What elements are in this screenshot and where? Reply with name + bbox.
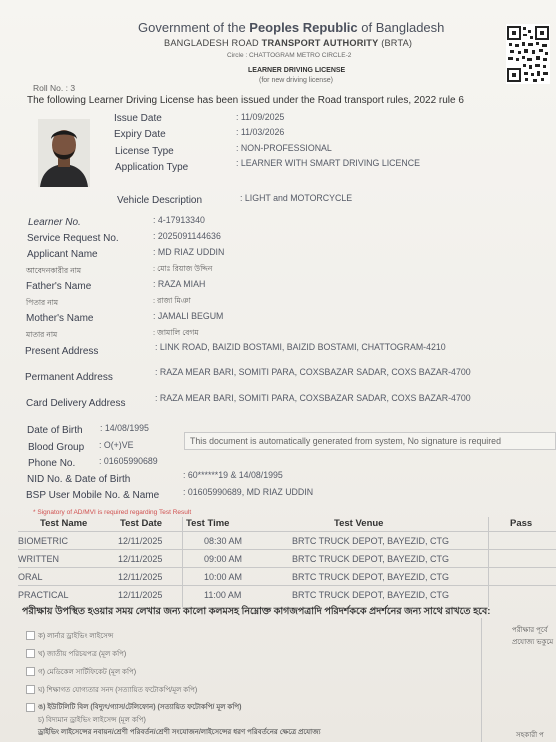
test-time-cell: 09:00 AM — [180, 550, 284, 568]
authority-title: BANGLADESH ROAD TRANSPORT AUTHORITY (BRTA) — [164, 38, 413, 48]
issue-date-label: Issue Date — [114, 113, 162, 124]
test-venue-cell: BRTC TRUCK DEPOT, BAYEZID, CTG — [284, 550, 504, 568]
nid-dob-label: NID No. & Date of Birth — [27, 474, 131, 485]
system-generated-notice: This document is automatically generated from system, No signature is required — [184, 432, 556, 450]
table-divider — [182, 517, 183, 607]
pass-cell — [504, 532, 556, 550]
expiry-date-value: : 11/03/2026 — [236, 127, 285, 137]
test-name-cell: ORAL — [18, 568, 116, 586]
test-venue-cell: BRTC TRUCK DEPOT, BAYEZID, CTG — [284, 586, 504, 604]
applicant-name-bn-label: আবেদনকারীর নাম — [26, 266, 82, 275]
learner-no-label: Learner No. — [28, 217, 81, 228]
table-row — [18, 532, 556, 550]
mother-name-value: : JAMALI BEGUM — [153, 311, 224, 321]
present-address-value: : LINK ROAD, BAIZID BOSTAMI, BAIZID BOSTAMI, CHATTOGRAM-4210 — [155, 342, 446, 352]
document-item: ঘ) শিক্ষাগত যোগ্যতার সনদ (সত্যায়িত ফটোকপি/মূল কপি) — [38, 687, 198, 694]
permanent-address-label: Permanent Address — [25, 372, 113, 383]
table-header-row — [18, 515, 556, 532]
blood-group-value: : O(+)VE — [99, 440, 134, 450]
section-divider — [481, 618, 482, 742]
document-item: খ) জাতীয় পরিচয়পত্র (মূল কপি) — [38, 651, 127, 658]
header-test-name: Test Name — [40, 517, 88, 529]
expiry-date-label: Expiry Date — [114, 129, 166, 140]
header-test-time: Test Time — [186, 517, 230, 529]
pass-cell — [504, 586, 556, 604]
checkbox — [26, 703, 35, 712]
license-type-value: : NON-PROFESSIONAL — [236, 143, 332, 153]
header-pass: Pass — [510, 517, 533, 529]
checkbox — [26, 685, 35, 694]
application-type-label: Application Type — [115, 162, 189, 173]
bsp-mobile-label: BSP User Mobile No. & Name — [26, 490, 160, 501]
application-type-value: : LEARNER WITH SMART DRIVING LICENCE — [236, 158, 420, 168]
test-name-cell: WRITTEN — [18, 550, 116, 568]
phone-label: Phone No. — [28, 458, 76, 469]
right-note-3: সহকারী প — [516, 732, 544, 739]
pass-cell — [504, 568, 556, 586]
intro-text: The following Learner Driving License has been issued under the Road transport rules, 2022 rule 6 — [27, 95, 464, 106]
blood-group-label: Blood Group — [28, 442, 85, 453]
right-note-2: প্রযোজ্য ভকুমে — [512, 639, 554, 646]
test-date-cell: 12/11/2025 — [116, 586, 180, 604]
table-row — [18, 586, 556, 604]
dob-value: : 14/08/1995 — [100, 423, 149, 433]
vehicle-description-value: : LIGHT and MOTORCYCLE — [240, 193, 353, 203]
applicant-name-label: Applicant Name — [27, 249, 98, 260]
table-divider — [488, 517, 489, 607]
document-item: ক) লার্নার ড্রাইভিং লাইসেন্স — [38, 633, 114, 640]
bsp-mobile-value: : 01605990689, MD RIAZ UDDIN — [183, 487, 314, 497]
mother-name-bn-label: মাতার নাম — [26, 330, 58, 339]
circle-text: Circle : CHATTOGRAM METRO CIRCLE-2 — [227, 52, 352, 59]
table-row — [18, 568, 556, 586]
father-name-label: Father's Name — [26, 281, 92, 292]
document-note: ড্রাইভিং লাইসেন্সের নবায়ন/শ্রেণী পরিবর্তন/শ্রেণী সংযোজন/লাইসেন্সের ধরণ পরিবর্তনের ক্ষেত্রে প্রযোজ্য — [38, 729, 321, 736]
test-time-cell: 10:00 AM — [180, 568, 284, 586]
test-venue-cell: BRTC TRUCK DEPOT, BAYEZID, CTG — [284, 568, 504, 586]
checkbox — [26, 631, 35, 640]
checkbox — [26, 667, 35, 676]
document-item: চ) বিদ্যমান ড্রাইভিং লাইসেন্স (মূল কপি) — [38, 717, 146, 724]
document-item: গ) মেডিকেল সার্টিফিকেট (মূল কপি) — [38, 669, 137, 676]
test-date-cell: 12/11/2025 — [116, 532, 180, 550]
permanent-address-value: : RAZA MEAR BARI, SOMITI PARA, COXSBAZAR SADAR, COXS BAZAR-4700 — [155, 367, 471, 377]
present-address-label: Present Address — [25, 346, 99, 357]
document-title: LEARNER DRIVING LICENSE — [248, 67, 346, 74]
test-name-cell: PRACTICAL — [18, 586, 116, 604]
applicant-photo — [38, 119, 90, 187]
qr-code-icon — [506, 24, 550, 84]
phone-value: : 01605990689 — [99, 456, 158, 466]
test-date-cell: 12/11/2025 — [116, 568, 180, 586]
test-time-cell: 11:00 AM — [180, 586, 284, 604]
header-test-venue: Test Venue — [334, 517, 384, 529]
card-delivery-address-value: : RAZA MEAR BARI, SOMITI PARA, COXSBAZAR SADAR, COXS BAZAR-4700 — [155, 393, 471, 403]
right-note-1: পরীক্ষার পূর্বে — [512, 627, 548, 634]
applicant-name-value: : MD RIAZ UDDIN — [153, 247, 225, 257]
documents-instruction: পরীক্ষায় উপস্থিত হওয়ার সময় লেখার জন্য কালো কলমসহ নিম্নোক্ত কাগজপত্রাদি পরিদর্শককে প্রদর্শনের জন্য সাথে রাখতে হবে: — [22, 606, 491, 617]
mother-name-bn-value: : জামালি বেগম — [153, 328, 199, 337]
pass-cell — [504, 550, 556, 568]
service-request-label: Service Request No. — [27, 233, 119, 244]
applicant-name-bn-value: : মোঃ রিয়াজ উদ্দিন — [153, 264, 213, 273]
father-name-bn-label: পিতার নাম — [26, 298, 59, 307]
document-subtitle: (for new driving license) — [259, 77, 333, 84]
card-delivery-address-label: Card Delivery Address — [26, 398, 126, 409]
table-row — [18, 550, 556, 568]
government-title: Government of the Peoples Republic of Bangladesh — [138, 20, 445, 35]
test-name-cell: BIOMETRIC — [18, 532, 116, 550]
checkbox — [26, 649, 35, 658]
nid-dob-value: : 60******19 & 14/08/1995 — [183, 470, 283, 480]
father-name-value: : RAZA MIAH — [153, 279, 206, 289]
service-request-value: : 2025091144636 — [153, 231, 221, 241]
signatory-note: * Signatory of AD/MVI is required regarding Test Result — [33, 509, 192, 516]
learner-no-value: : 4-17913340 — [153, 215, 205, 225]
dob-label: Date of Birth — [27, 425, 83, 436]
mother-name-label: Mother's Name — [26, 313, 94, 324]
test-schedule-table — [18, 515, 556, 603]
test-date-cell: 12/11/2025 — [116, 550, 180, 568]
document-item: ঙ) ইউটিলিটি বিল (বিদ্যুৎ/গ্যাস/টেলিফোন) (সত্যায়িত ফটোকপি/ মূল কপি) — [38, 704, 242, 711]
issue-date-value: : 11/09/2025 — [236, 112, 285, 122]
vehicle-description-label: Vehicle Description — [117, 195, 203, 206]
father-name-bn-value: : রাজা মিঞা — [153, 296, 191, 305]
header-test-date: Test Date — [120, 517, 163, 529]
roll-number: Roll No. : 3 — [33, 83, 76, 93]
test-time-cell: 08:30 AM — [180, 532, 284, 550]
test-venue-cell: BRTC TRUCK DEPOT, BAYEZID, CTG — [284, 532, 504, 550]
license-type-label: License Type — [115, 146, 174, 157]
